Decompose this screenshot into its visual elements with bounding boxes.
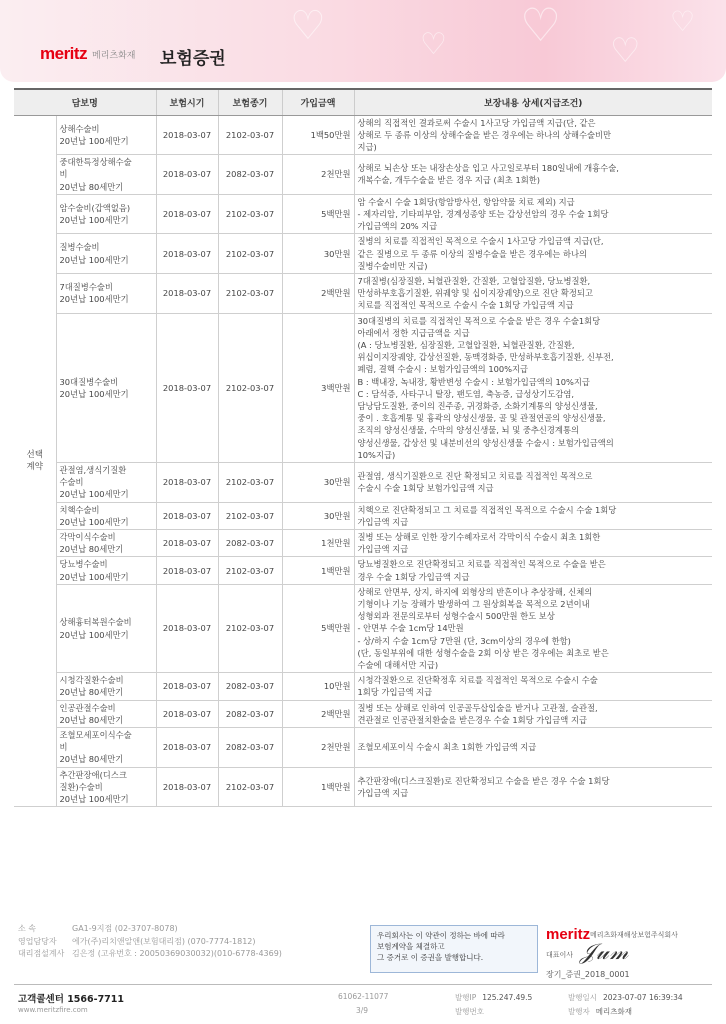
- start-date: 2018-03-07: [156, 502, 218, 529]
- table-row: [14, 273, 712, 313]
- issue-ip-label: 발행IP: [455, 993, 477, 1002]
- coverage-name-line: 20년납 80세만기: [59, 544, 124, 555]
- table-row: [14, 462, 712, 502]
- coverage-detail-line: 당뇨병질환으로 진단확정되고 치료를 직접적인 목적으로 수술을 받은: [357, 559, 606, 570]
- coverage-detail-line: 질병 또는 상해로 인한 장기수혜자로서 각막이식 수술시 최초 1회한: [357, 532, 601, 542]
- coverage-detail-line: - 상/하지 수술 1cm당 7만원 (단, 3cm이상의 경우에 한함): [357, 635, 571, 646]
- end-date: 2102-03-07: [218, 462, 282, 502]
- coverage-name-line: 수술비: [59, 477, 84, 488]
- insured-amount: 30만원: [282, 234, 354, 274]
- column-header: 담보명: [14, 89, 156, 115]
- table-row: [14, 155, 712, 195]
- coverage-detail-line: (A : 당뇨병질환, 심장질환, 고혈압질환, 뇌혈관질환, 간질환,: [357, 339, 575, 350]
- coverage-name: [56, 728, 156, 768]
- coverage-name-line: 20년납 100세만기: [59, 215, 129, 226]
- coverage-name-line: 20년납 100세만기: [59, 294, 129, 305]
- agent-info: [18, 923, 282, 961]
- coverage-detail: [354, 673, 712, 700]
- coverage-detail-line: 위십이지장궤양, 갑상선질환, 동맥경화증, 만성하부호흡기질환, 신부전,: [357, 352, 614, 363]
- coverage-name: [56, 462, 156, 502]
- coverage-detail-line: 만성하부호흡기질환, 위궤양 및 십이지장궤양)으로 진단 확정되고: [357, 288, 593, 299]
- coverage-detail: [354, 273, 712, 313]
- coverage-detail: [354, 313, 712, 462]
- coverage-detail-line: 상해로 안면부, 상지, 하지에 외형상의 반흔이나 추상장해, 신체의: [357, 586, 593, 597]
- coverage-name-line: 상해흉터복원수술비: [59, 617, 132, 628]
- end-date: 2102-03-07: [218, 313, 282, 462]
- coverage-detail-line: 가입금액의 20% 지급: [357, 221, 438, 232]
- coverage-name-line: 각막이식수술비: [59, 532, 116, 542]
- start-date: 2018-03-07: [156, 767, 218, 807]
- coverage-detail-line: 치핵으로 진단확정되고 그 치료를 직접적인 목적으로 수술시 수술 1회당: [357, 504, 617, 515]
- end-date: 2102-03-07: [218, 234, 282, 274]
- start-date: 2018-03-07: [156, 530, 218, 557]
- coverage-name-line: 암수술비(갑액없음): [59, 202, 131, 213]
- coverage-detail-line: 조혈모세포이식 수술시 최초 1회한 가입금액 지급: [357, 742, 537, 753]
- end-date: 2082-03-07: [218, 700, 282, 727]
- coverage-detail-line: 담낭담도질환, 중이의 진주종, 귀경화증, 소화기계통의 양성신생물,: [357, 400, 598, 411]
- issue-number: [455, 1006, 490, 1017]
- group-label-line: 선택: [26, 449, 43, 460]
- coverage-detail-line: 추간판장애(디스크질환)로 진단확정되고 수술을 받은 경우 수술 1회당: [357, 775, 610, 786]
- coverage-detail-line: 시청각질환으로 진단확정후 치료를 직접적인 목적으로 수술시 수술: [357, 675, 598, 686]
- coverage-name: [56, 584, 156, 672]
- table-header-row: [14, 89, 712, 115]
- insured-amount: 1백만원: [282, 767, 354, 807]
- coverage-detail-line: 상해로 뇌손상 또는 내장손상을 입고 사고일로부터 180일내에 개흉수술,: [357, 163, 619, 174]
- footer-divider: [14, 984, 712, 985]
- insured-amount: 3백만원: [282, 313, 354, 462]
- coverage-detail-line: - 제자리암, 기타피부암, 경계성종양 또는 갑상선암의 경우 수술 1회당: [357, 208, 609, 219]
- page-title: 보험증권: [160, 49, 226, 69]
- table-row: [14, 115, 712, 155]
- table-row: [14, 728, 712, 768]
- insured-amount: 1천만원: [282, 530, 354, 557]
- coverage-detail-line: C : 담석증, 사타구니 탈장, 팬도염, 축농증, 급성상기도감염,: [357, 388, 575, 399]
- coverage-name: [56, 700, 156, 727]
- issuer-label: 발행자: [568, 1007, 590, 1016]
- coverage-detail-line: 지급): [357, 141, 377, 152]
- coverage-name-line: 20년납 100세만기: [59, 794, 129, 805]
- end-date: 2102-03-07: [218, 502, 282, 529]
- info-value: 김은정 (고유번호 : 20050369030032)(010-6778-4369): [72, 949, 282, 958]
- coverage-name-line: 20년납 100세만기: [59, 629, 129, 640]
- info-label: 영업담당자: [18, 936, 57, 946]
- insured-amount: 30만원: [282, 462, 354, 502]
- start-date: 2018-03-07: [156, 234, 218, 274]
- coverage-name: [56, 115, 156, 155]
- column-header: 보장내용 상세(지급조건): [354, 89, 712, 115]
- coverage-name: [56, 273, 156, 313]
- end-date: 2082-03-07: [218, 155, 282, 195]
- coverage-name: [56, 194, 156, 234]
- coverage-detail-line: 수술시 수술 1회당 보험가입금액 지급: [357, 483, 494, 494]
- coverage-detail: [354, 700, 712, 727]
- coverage-name-line: 중대한특정상해수술: [59, 157, 132, 168]
- coverage-detail-line: 1회당 가입금액 지급: [357, 687, 433, 698]
- coverage-name-line: 7대질병수술비: [59, 282, 113, 293]
- heart-decoration-icon: ♡: [670, 5, 696, 38]
- coverage-name-line: 20년납 80세만기: [59, 754, 124, 765]
- end-date: 2082-03-07: [218, 530, 282, 557]
- coverage-name: [56, 234, 156, 274]
- insured-amount: 30만원: [282, 502, 354, 529]
- start-date: 2018-03-07: [156, 115, 218, 155]
- table-row: [14, 584, 712, 672]
- heart-decoration-icon: ♡: [610, 31, 641, 71]
- table-row: [14, 700, 712, 727]
- coverage-detail-line: (단, 동일부위에 대한 성형수술을 2회 이상 받은 경우에는 최초로 받은: [357, 647, 609, 658]
- coverage-detail-line: 가입금액 지급: [357, 787, 409, 798]
- coverage-name: [56, 530, 156, 557]
- coverage-name-line: 20년납 100세만기: [59, 571, 129, 582]
- insured-amount: 5백만원: [282, 194, 354, 234]
- coverage-detail-line: 폐렴, 결핵 수술시 : 보험가입금액의 100%지급: [357, 364, 529, 375]
- coverage-detail-line: 개복수술, 개두수술을 받은 경우 지급 (최초 1회한): [357, 175, 540, 186]
- insured-amount: 5백만원: [282, 584, 354, 672]
- coverage-detail-line: 중이 . 호흡계통 및 흉곽의 양성신생물, 골 및 관절연골의 양성신생물,: [357, 413, 606, 424]
- coverage-name-line: 비: [59, 742, 68, 753]
- coverage-name: [56, 673, 156, 700]
- column-header: 보험종기: [218, 89, 282, 115]
- coverage-detail: [354, 155, 712, 195]
- ceo-label: 대표이사: [546, 951, 574, 959]
- notice-line: 보험계약을 체결하고: [377, 942, 445, 951]
- coverage-detail: [354, 194, 712, 234]
- document-number: 장기_증권_2018_0001: [546, 970, 630, 979]
- coverage-detail-line: 기형이나 기능 장해가 발생하여 그 원상회복을 목적으로 2년이내: [357, 599, 590, 610]
- coverage-detail: [354, 462, 712, 502]
- table-row: [14, 673, 712, 700]
- heart-decoration-icon: ♡: [420, 27, 447, 62]
- issue-time-label: 발행일시: [568, 993, 597, 1002]
- coverage-name-line: 20년납 100세만기: [59, 254, 129, 265]
- coverage-detail-line: 암 수술시 수술 1회당(항암방사선, 항암약물 치료 제외) 지급: [357, 196, 575, 207]
- coverage-name-line: 20년납 80세만기: [59, 687, 124, 698]
- issuer-value: 메리츠화재: [595, 1007, 632, 1016]
- end-date: 2102-03-07: [218, 557, 282, 584]
- call-center: 고객콜센터 1566-7711: [18, 994, 125, 1005]
- coverage-detail: [354, 728, 712, 768]
- coverage-detail-line: 견관절로 인공관절치환술을 받은경우 수술 1회당 가입금액 지급: [357, 714, 587, 725]
- coverage-name: [56, 155, 156, 195]
- coverage-detail-line: 질병 또는 상해로 인하여 인공골두삽입술을 받거나 고관절, 슬관절,: [357, 702, 598, 713]
- start-date: 2018-03-07: [156, 728, 218, 768]
- coverage-name-line: 조혈모세포이식수술: [59, 730, 132, 741]
- coverage-name-line: 상해수술비: [59, 123, 100, 134]
- coverage-detail: [354, 502, 712, 529]
- coverage-detail-line: 30대질병의 치료를 직접적인 목적으로 수술을 받은 경우 수술1회당: [357, 315, 601, 326]
- end-date: 2102-03-07: [218, 194, 282, 234]
- insured-amount: 1백50만원: [282, 115, 354, 155]
- coverage-detail-line: 수술에 대해서만 지급): [357, 660, 439, 671]
- start-date: 2018-03-07: [156, 155, 218, 195]
- website-link[interactable]: www.meritzfire.com: [18, 1006, 88, 1014]
- insured-amount: 2천만원: [282, 728, 354, 768]
- start-date: 2018-03-07: [156, 273, 218, 313]
- issue-time: [568, 992, 683, 1003]
- notice-line: 우리회사는 이 약관이 정하는 바에 따라: [377, 931, 505, 940]
- info-value: 에가(주)리치앤알앤(보험대리점) (070-7774-1812): [72, 936, 256, 946]
- coverage-detail: [354, 557, 712, 584]
- meritz-logo: meritz: [40, 44, 88, 63]
- table-row: [14, 313, 712, 462]
- insured-amount: 2천만원: [282, 155, 354, 195]
- info-label: 대리점설계사: [18, 949, 65, 958]
- table-row: [14, 530, 712, 557]
- coverage-name-line: 20년납 80세만기: [59, 714, 124, 725]
- header-banner: [0, 0, 726, 82]
- coverage-detail-line: 같은 질병으로 두 종류 이상의 질병수술을 받은 경우에는 하나의: [357, 248, 587, 259]
- coverage-detail-line: 경우 수술 1회당 가입금액 지급: [357, 571, 470, 582]
- company-name: 메리츠화재해상보험주식회사: [590, 931, 678, 939]
- form-code: 61062-11077: [338, 992, 389, 1001]
- insured-amount: 10만원: [282, 673, 354, 700]
- issue-ip-value: 125.247.49.5: [482, 993, 533, 1002]
- end-date: 2082-03-07: [218, 728, 282, 768]
- heart-decoration-icon: ♡: [520, 0, 562, 52]
- notice-line: 그 증거로 이 증권을 발행합니다.: [377, 953, 484, 962]
- coverage-detail-line: 치료를 직접적인 목적으로 수술시 수술 1회당 가입금액 지급: [357, 300, 574, 311]
- column-header: 보험시기: [156, 89, 218, 115]
- end-date: 2102-03-07: [218, 273, 282, 313]
- issuer: [568, 1006, 632, 1017]
- coverage-detail-line: 가입금액 지급: [357, 544, 409, 555]
- coverage-group-label: [14, 115, 56, 807]
- insured-amount: 1백만원: [282, 557, 354, 584]
- coverage-detail-line: 질병수술비만 지급): [357, 260, 428, 271]
- ceo-signature: 𝒥𝓊𝓂: [580, 940, 630, 965]
- start-date: 2018-03-07: [156, 194, 218, 234]
- coverage-name-line: 20년납 100세만기: [59, 489, 129, 500]
- table-row: [14, 767, 712, 807]
- coverage-detail-line: B : 백내장, 녹내장, 황반변성 수술시 : 보험가입금액의 10%지급: [357, 376, 590, 387]
- coverage-detail-line: 성형외과 전문의로부터 성형수술시 500만원 한도 보상: [357, 611, 555, 622]
- table-row: [14, 557, 712, 584]
- start-date: 2018-03-07: [156, 700, 218, 727]
- insured-amount: 2백만원: [282, 700, 354, 727]
- column-header: 가입금액: [282, 89, 354, 115]
- info-value: GA1-9지점 (02-3707-8078): [72, 924, 178, 933]
- coverage-name-line: 인공관절수술비: [59, 702, 116, 713]
- coverage-detail: [354, 234, 712, 274]
- coverage-name-line: 관절염,생식기질환: [59, 464, 127, 475]
- coverage-name-line: 당뇨병수술비: [59, 559, 108, 570]
- issuance-notice: [370, 925, 538, 973]
- table-row: [14, 194, 712, 234]
- info-label: 소 속: [18, 924, 36, 933]
- coverage-name-line: 20년납 100세만기: [59, 135, 129, 146]
- coverage-name-line: 30대질병수술비: [59, 376, 119, 387]
- coverage-detail: [354, 584, 712, 672]
- coverage-detail-line: 아래에서 정한 지급금액을 지급: [357, 327, 470, 338]
- issue-ip: [455, 992, 532, 1003]
- coverage-detail-line: 7대질병(심장질환, 뇌혈관질환, 간질환, 고혈압질환, 당뇨병질환,: [357, 275, 591, 286]
- coverage-detail: [354, 530, 712, 557]
- coverage-name: [56, 502, 156, 529]
- table-row: [14, 234, 712, 274]
- end-date: 2102-03-07: [218, 767, 282, 807]
- coverage-detail-line: 10%지급): [357, 449, 396, 460]
- start-date: 2018-03-07: [156, 462, 218, 502]
- start-date: 2018-03-07: [156, 557, 218, 584]
- coverage-name-line: 추간판장애(디스크: [59, 769, 127, 780]
- coverage-name: [56, 557, 156, 584]
- coverage-name-line: 치핵수술비: [59, 504, 100, 515]
- insured-amount: 2백만원: [282, 273, 354, 313]
- coverage-name-line: 질환)수술비: [59, 781, 103, 792]
- coverage-detail-line: - 안면부 수술 1cm당 14만원: [357, 623, 464, 634]
- group-label-line: 계약: [26, 461, 43, 472]
- table-row: [14, 502, 712, 529]
- coverage-detail-line: 질병의 치료를 직접적인 목적으로 수술시 1사고당 가입금액 지급(단,: [357, 236, 604, 247]
- coverage-detail-line: 상해로 두 종류 이상의 상해수술을 받은 경우에는 하나의 상해수술비만: [357, 129, 612, 140]
- coverage-name: [56, 313, 156, 462]
- coverage-detail-line: 양성신생물, 갑상선 및 내분비선의 양성신생물 수술시 : 보험가입금액의: [357, 437, 614, 448]
- coverage-name-line: 20년납 100세만기: [59, 516, 129, 527]
- start-date: 2018-03-07: [156, 584, 218, 672]
- coverage-name-line: 질병수술비: [59, 242, 100, 253]
- coverage-detail-line: 상해의 직접적인 결과로써 수술시 1사고당 가입금액 지급(단, 같은: [357, 117, 596, 128]
- coverage-detail-line: 관절염, 생식기질환으로 진단 확정되고 치료를 직접적인 목적으로: [357, 471, 593, 482]
- coverage-name-line: 20년납 100세만기: [59, 388, 129, 399]
- page-number: 3/9: [356, 1006, 369, 1015]
- coverage-name: [56, 767, 156, 807]
- coverage-name-line: 20년납 80세만기: [59, 181, 124, 192]
- start-date: 2018-03-07: [156, 673, 218, 700]
- coverage-table: [14, 88, 712, 807]
- end-date: 2102-03-07: [218, 115, 282, 155]
- coverage-detail-line: 조직의 양성신생물, 수막의 양성신생물, 뇌 및 중추신경계통의: [357, 425, 579, 436]
- logo-subtitle: 메리츠화재: [92, 51, 136, 61]
- coverage-name-line: 비: [59, 169, 68, 180]
- heart-decoration-icon: ♡: [290, 3, 326, 49]
- coverage-detail-line: 가입금액 지급: [357, 516, 409, 527]
- issue-number-label: 발행번호: [455, 1007, 484, 1016]
- company-logo: meritz: [546, 926, 591, 943]
- start-date: 2018-03-07: [156, 313, 218, 462]
- coverage-detail: [354, 115, 712, 155]
- end-date: 2102-03-07: [218, 584, 282, 672]
- end-date: 2082-03-07: [218, 673, 282, 700]
- issue-time-value: 2023-07-07 16:39:34: [602, 993, 683, 1002]
- coverage-name-line: 시청각질환수술비: [59, 675, 124, 686]
- coverage-detail: [354, 767, 712, 807]
